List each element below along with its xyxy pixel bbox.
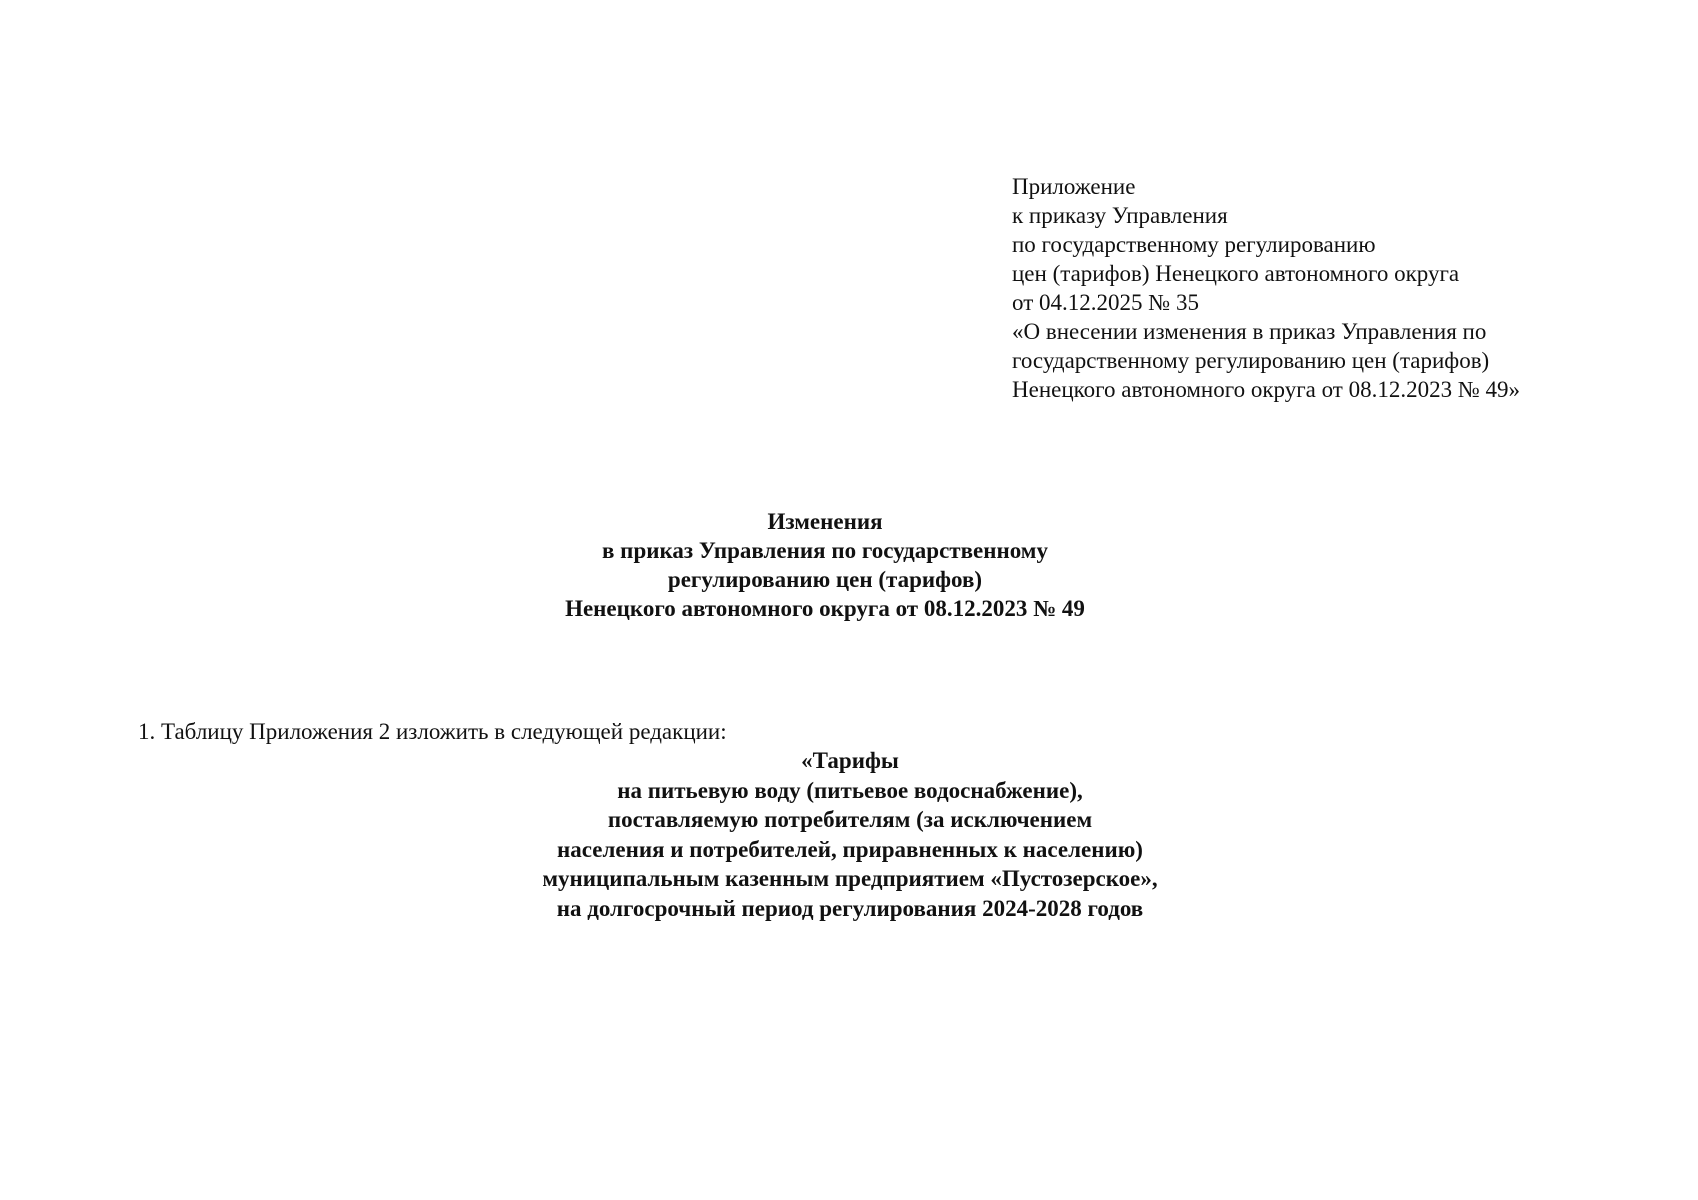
changes-title <box>430 507 1220 623</box>
tariff-title-line: на питьевую воду (питьевое водоснабжение), <box>617 777 1083 803</box>
changes-title-line: регулированию цен (тарифов) <box>667 567 983 592</box>
appendix-line: цен (тарифов) Ненецкого автономного округа <box>1012 261 1460 286</box>
appendix-line: по государственному регулированию <box>1012 232 1376 257</box>
appendix-line: к приказу Управления <box>1012 203 1228 228</box>
appendix-line: Приложение <box>1012 174 1136 199</box>
appendix-header <box>1012 172 1652 404</box>
appendix-line: «О внесении изменения в приказ Управления по <box>1012 319 1487 344</box>
tariff-title-line: поставляемую потребителям (за исключением <box>607 807 1093 832</box>
appendix-line: государственному регулированию цен (тарифов) <box>1012 348 1490 373</box>
changes-title-line: Ненецкого автономного округа от 08.12.2023 № 49 <box>565 596 1085 621</box>
tariff-title-line: «Тарифы <box>801 748 899 773</box>
changes-title-line: в приказ Управления по государственному <box>602 538 1048 563</box>
appendix-line: от 04.12.2025 № 35 <box>1012 290 1199 315</box>
appendix-line: Ненецкого автономного округа от 08.12.2023 № 49» <box>1012 377 1521 402</box>
tariff-title-line: на долгосрочный период регулирования 2024-2028 годов <box>556 895 1144 921</box>
tariff-title-line: муниципальным казенным предприятием «Пустозерское», <box>542 866 1158 891</box>
tariff-title <box>400 746 1300 923</box>
item-1-paragraph: 1. Таблицу Приложения 2 изложить в следующей редакции: <box>138 719 727 744</box>
tariff-title-line: населения и потребителей, приравненных к населению) <box>557 836 1143 862</box>
changes-title-line: Изменения <box>767 509 883 534</box>
